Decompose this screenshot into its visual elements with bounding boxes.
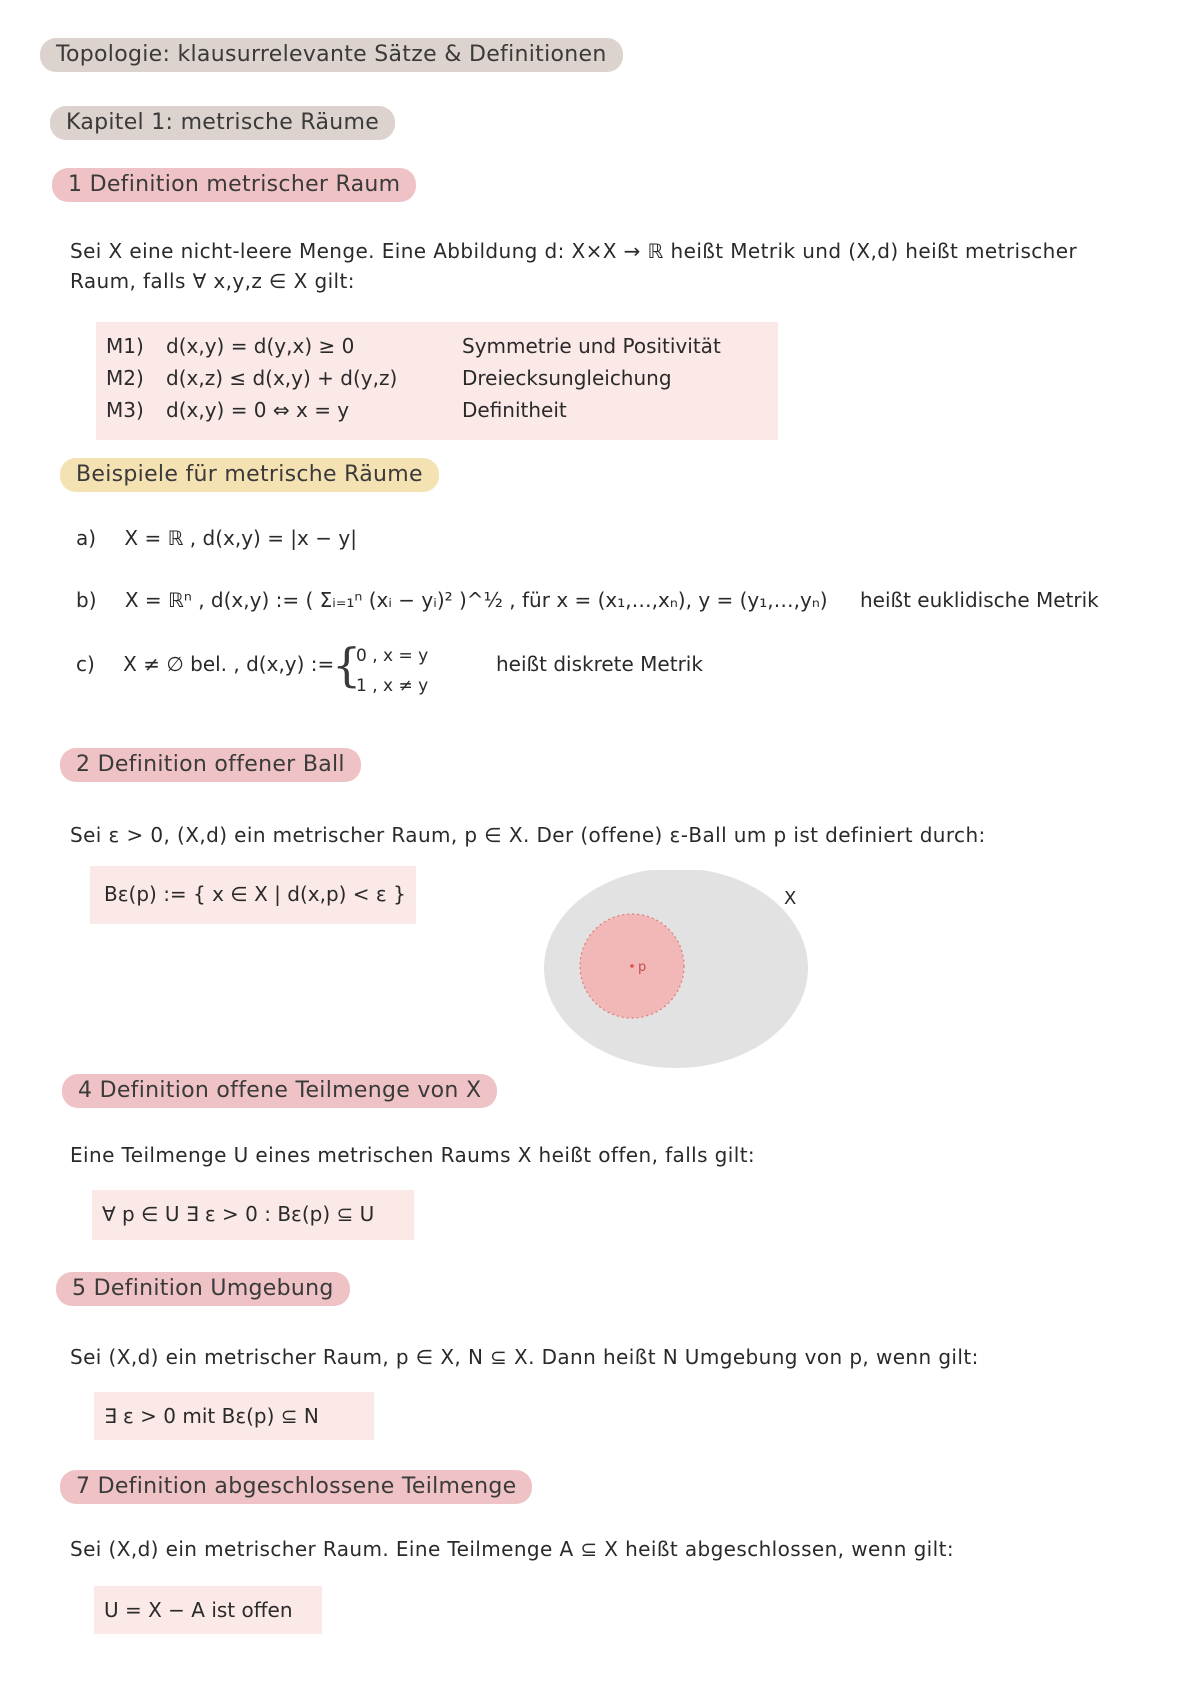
def1-text-line2: Raum, falls ∀ x,y,z ∈ X gilt: <box>70 269 355 293</box>
section-heading-def2: 2 Definition offener Ball <box>60 748 361 782</box>
axiom-name: Definitheit <box>462 398 567 422</box>
example-c <box>76 652 334 676</box>
def7-formula: U = X − A ist offen <box>104 1598 293 1622</box>
section-heading-def7: 7 Definition abgeschlossene Teilmenge <box>60 1470 532 1504</box>
diagram-label-x: X <box>784 888 797 909</box>
axiom-formula: d(x,y) = d(y,x) ≥ 0 <box>166 334 355 358</box>
def2-formula: Bε(p) := { x ∈ X | d(x,p) < ε } <box>104 882 406 906</box>
example-c-note: heißt diskrete Metrik <box>496 652 703 676</box>
example-b-label: b) <box>76 588 97 612</box>
axiom-label: M2) <box>106 366 144 390</box>
axiom-label: M3) <box>106 398 144 422</box>
example-c-formula: X ≠ ∅ bel. , d(x,y) := <box>123 652 335 676</box>
chapter-heading: Kapitel 1: metrische Räume <box>50 106 395 140</box>
example-b-note: heißt euklidische Metrik <box>859 588 1099 612</box>
section-heading-def4: 4 Definition offene Teilmenge von X <box>62 1074 497 1108</box>
def7-text: Sei (X,d) ein metrischer Raum. Eine Teilmenge A ⊆ X heißt abgeschlossen, wenn gilt: <box>70 1537 954 1561</box>
axiom-name: Symmetrie und Positivität <box>462 334 721 358</box>
example-c-case2: 1 , x ≠ y <box>356 676 429 696</box>
example-c-case1: 0 , x = y <box>356 646 429 666</box>
example-a-formula: X = ℝ , d(x,y) = |x − y| <box>124 526 357 550</box>
example-a-label: a) <box>76 526 97 550</box>
section-heading-def5: 5 Definition Umgebung <box>56 1272 350 1306</box>
page-title: Topologie: klausurrelevante Sätze & Definitionen <box>40 38 623 72</box>
example-b-formula: X = ℝⁿ , d(x,y) := ( Σᵢ₌₁ⁿ (xᵢ − yᵢ)² )^½ , für x = (x₁,…,xₙ), y = (y₁,…,yₙ) <box>124 588 828 612</box>
example-a <box>76 526 357 550</box>
center-point <box>630 964 634 968</box>
def5-text: Sei (X,d) ein metrischer Raum, p ∈ X, N ⊆ X. Dann heißt N Umgebung von p, wenn gilt: <box>70 1345 979 1369</box>
cases-brace: { <box>332 638 362 692</box>
axiom-formula: d(x,y) = 0 ⇔ x = y <box>166 398 350 422</box>
def7-formula-box <box>94 1586 322 1634</box>
axiom-name: Dreiecksungleichung <box>462 366 672 390</box>
axiom-label: M1) <box>106 334 144 358</box>
example-c-label: c) <box>76 652 95 676</box>
axiom-formula: d(x,z) ≤ d(x,y) + d(y,z) <box>166 366 398 390</box>
def4-formula: ∀ p ∈ U ∃ ε > 0 : Bε(p) ⊆ U <box>102 1202 375 1226</box>
axioms-box <box>96 322 778 440</box>
def2-formula-box <box>90 866 416 924</box>
def2-text: Sei ε > 0, (X,d) ein metrischer Raum, p ∈ X. Der (offene) ε-Ball um p ist definiert durch: <box>70 823 986 847</box>
diagram-label-p: p <box>638 960 647 975</box>
ball-diagram <box>540 870 820 1080</box>
section-heading-def1: 1 Definition metrischer Raum <box>52 168 416 202</box>
examples-heading: Beispiele für metrische Räume <box>60 458 439 492</box>
def4-formula-box <box>92 1190 414 1240</box>
def4-text: Eine Teilmenge U eines metrischen Raums X heißt offen, falls gilt: <box>70 1143 756 1167</box>
example-b <box>76 588 1099 612</box>
def1-text-line1: Sei X eine nicht-leere Menge. Eine Abbildung d: X×X → ℝ heißt Metrik und (X,d) heißt metrischer <box>70 239 1078 263</box>
def5-formula: ∃ ε > 0 mit Bε(p) ⊆ N <box>104 1404 319 1428</box>
def5-formula-box <box>94 1392 374 1440</box>
